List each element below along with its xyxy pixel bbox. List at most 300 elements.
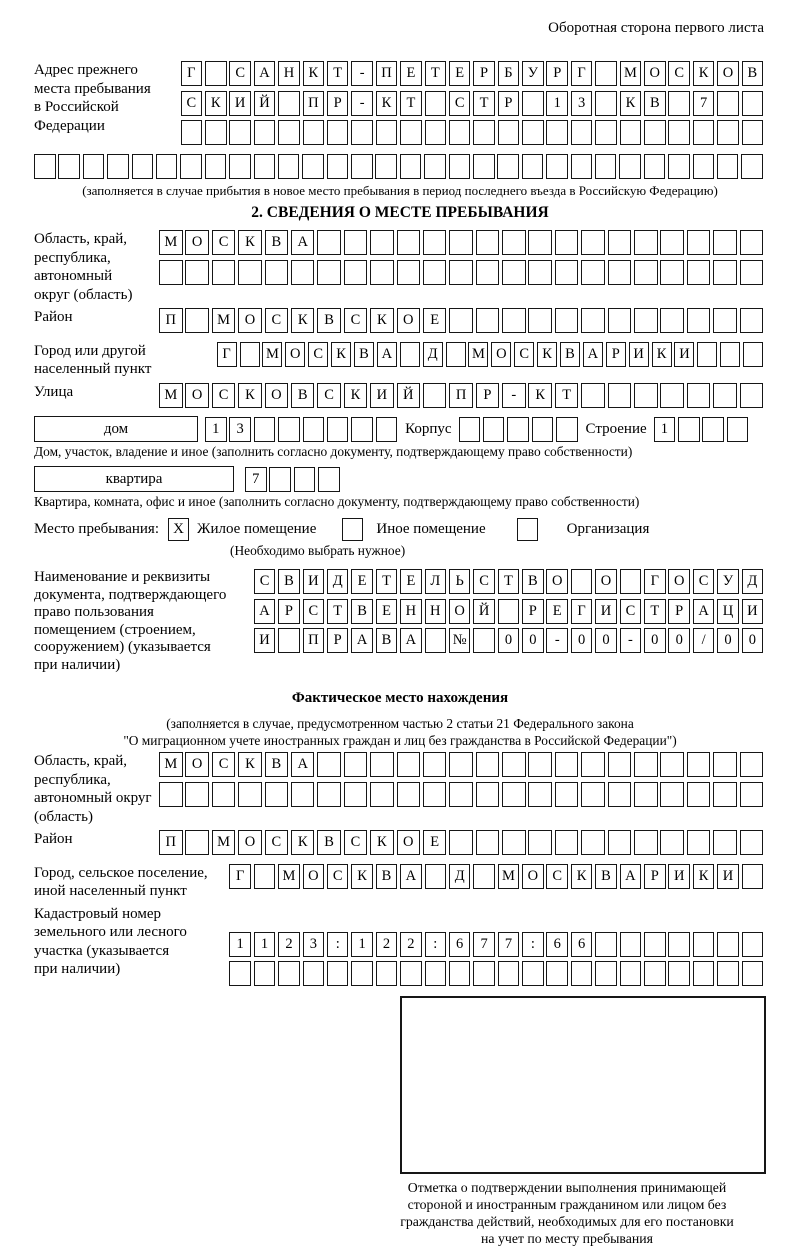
char-cell[interactable]: О — [522, 864, 544, 889]
char-cell[interactable]: А — [620, 864, 642, 889]
char-cell[interactable] — [581, 830, 605, 855]
char-cell[interactable]: А — [254, 61, 276, 86]
char-cell[interactable] — [743, 342, 763, 367]
char-cell[interactable]: О — [717, 61, 739, 86]
char-cell[interactable]: К — [238, 752, 262, 777]
char-cell[interactable] — [693, 961, 715, 986]
char-cell[interactable] — [668, 961, 690, 986]
char-cell[interactable]: М — [620, 61, 642, 86]
char-cell[interactable] — [317, 752, 341, 777]
char-cell[interactable] — [620, 120, 642, 145]
char-cell[interactable]: Г — [644, 569, 666, 594]
char-cell[interactable] — [581, 230, 605, 255]
char-cell[interactable] — [571, 120, 593, 145]
char-cell[interactable]: С — [449, 91, 471, 116]
char-cell[interactable]: П — [159, 830, 183, 855]
char-cell[interactable] — [278, 417, 300, 442]
char-cell[interactable] — [668, 91, 690, 116]
char-cell[interactable] — [254, 154, 276, 179]
korpus-cells[interactable] — [459, 417, 581, 442]
char-cell[interactable]: М — [468, 342, 488, 367]
char-cell[interactable] — [502, 260, 526, 285]
raion-row[interactable] — [159, 308, 766, 333]
char-cell[interactable] — [423, 260, 447, 285]
char-cell[interactable] — [370, 752, 394, 777]
char-cell[interactable] — [595, 120, 617, 145]
char-cell[interactable]: К — [693, 61, 715, 86]
char-cell[interactable]: С — [514, 342, 534, 367]
char-cell[interactable]: С — [693, 569, 715, 594]
char-cell[interactable] — [522, 120, 544, 145]
char-cell[interactable] — [327, 154, 349, 179]
raion2-row[interactable] — [159, 830, 766, 855]
char-cell[interactable] — [278, 154, 300, 179]
char-cell[interactable] — [425, 628, 447, 653]
char-cell[interactable] — [720, 342, 740, 367]
char-cell[interactable]: Е — [400, 569, 422, 594]
char-cell[interactable]: К — [652, 342, 672, 367]
char-cell[interactable]: Р — [476, 383, 500, 408]
char-cell[interactable] — [185, 260, 209, 285]
char-cell[interactable] — [634, 782, 658, 807]
char-cell[interactable] — [634, 383, 658, 408]
char-cell[interactable] — [370, 782, 394, 807]
char-cell[interactable]: О — [265, 383, 289, 408]
char-cell[interactable] — [423, 383, 447, 408]
char-cell[interactable]: А — [291, 752, 315, 777]
char-cell[interactable]: Р — [644, 864, 666, 889]
char-cell[interactable] — [483, 417, 505, 442]
char-cell[interactable] — [507, 417, 529, 442]
char-cell[interactable] — [555, 230, 579, 255]
char-cell[interactable] — [238, 782, 262, 807]
char-cell[interactable] — [351, 417, 373, 442]
char-cell[interactable]: : — [425, 932, 447, 957]
char-cell[interactable] — [693, 932, 715, 957]
char-cell[interactable]: 7 — [473, 932, 495, 957]
char-cell[interactable]: Д — [449, 864, 471, 889]
char-cell[interactable]: К — [291, 308, 315, 333]
char-cell[interactable]: Р — [668, 599, 690, 624]
char-cell[interactable]: С — [546, 864, 568, 889]
char-cell[interactable] — [717, 154, 739, 179]
char-cell[interactable]: К — [238, 383, 262, 408]
char-cell[interactable]: С — [317, 383, 341, 408]
char-cell[interactable]: Е — [423, 830, 447, 855]
char-cell[interactable] — [375, 154, 397, 179]
char-cell[interactable]: Р — [327, 628, 349, 653]
char-cell[interactable] — [660, 260, 684, 285]
char-cell[interactable] — [581, 308, 605, 333]
char-cell[interactable] — [240, 342, 260, 367]
char-cell[interactable]: В — [560, 342, 580, 367]
char-cell[interactable]: Е — [400, 61, 422, 86]
char-cell[interactable]: О — [185, 752, 209, 777]
char-cell[interactable] — [595, 154, 617, 179]
char-cell[interactable]: С — [344, 308, 368, 333]
char-cell[interactable]: К — [571, 864, 593, 889]
char-cell[interactable]: М — [159, 230, 183, 255]
char-cell[interactable] — [180, 154, 202, 179]
char-cell[interactable] — [107, 154, 129, 179]
char-cell[interactable] — [522, 91, 544, 116]
char-cell[interactable]: С — [620, 599, 642, 624]
char-cell[interactable] — [291, 782, 315, 807]
char-cell[interactable]: К — [370, 308, 394, 333]
char-cell[interactable] — [397, 230, 421, 255]
char-cell[interactable]: 0 — [742, 628, 764, 653]
char-cell[interactable] — [717, 932, 739, 957]
char-cell[interactable] — [546, 154, 568, 179]
char-cell[interactable] — [265, 782, 289, 807]
char-cell[interactable] — [185, 782, 209, 807]
char-cell[interactable] — [302, 154, 324, 179]
char-cell[interactable]: А — [291, 230, 315, 255]
prev-address-row-3[interactable] — [181, 120, 766, 145]
char-cell[interactable]: Д — [742, 569, 764, 594]
char-cell[interactable] — [713, 782, 737, 807]
char-cell[interactable]: Т — [555, 383, 579, 408]
char-cell[interactable] — [620, 569, 642, 594]
char-cell[interactable] — [528, 830, 552, 855]
char-cell[interactable] — [265, 260, 289, 285]
char-cell[interactable] — [528, 260, 552, 285]
char-cell[interactable] — [344, 260, 368, 285]
char-cell[interactable] — [687, 308, 711, 333]
char-cell[interactable] — [687, 383, 711, 408]
char-cell[interactable] — [229, 154, 251, 179]
char-cell[interactable] — [278, 628, 300, 653]
char-cell[interactable]: Т — [327, 61, 349, 86]
char-cell[interactable] — [449, 260, 473, 285]
doc-row-1[interactable] — [254, 569, 766, 594]
char-cell[interactable] — [660, 830, 684, 855]
char-cell[interactable]: Р — [498, 91, 520, 116]
char-cell[interactable] — [291, 260, 315, 285]
char-cell[interactable]: И — [595, 599, 617, 624]
char-cell[interactable]: Д — [423, 342, 443, 367]
char-cell[interactable] — [449, 830, 473, 855]
char-cell[interactable] — [400, 342, 420, 367]
char-cell[interactable]: А — [351, 628, 373, 653]
char-cell[interactable] — [317, 782, 341, 807]
char-cell[interactable]: К — [376, 91, 398, 116]
char-cell[interactable]: 1 — [254, 932, 276, 957]
char-cell[interactable] — [498, 961, 520, 986]
char-cell[interactable]: С — [254, 569, 276, 594]
char-cell[interactable]: Л — [425, 569, 447, 594]
char-cell[interactable]: В — [376, 628, 398, 653]
char-cell[interactable] — [212, 260, 236, 285]
char-cell[interactable] — [687, 782, 711, 807]
char-cell[interactable]: М — [498, 864, 520, 889]
char-cell[interactable] — [303, 120, 325, 145]
char-cell[interactable] — [717, 961, 739, 986]
char-cell[interactable]: Р — [522, 599, 544, 624]
char-cell[interactable] — [571, 961, 593, 986]
char-cell[interactable]: В — [317, 308, 341, 333]
char-cell[interactable] — [634, 260, 658, 285]
char-cell[interactable]: Й — [254, 91, 276, 116]
char-cell[interactable] — [555, 308, 579, 333]
char-cell[interactable]: Т — [376, 569, 398, 594]
char-cell[interactable] — [344, 782, 368, 807]
char-cell[interactable]: 6 — [449, 932, 471, 957]
char-cell[interactable] — [608, 230, 632, 255]
char-cell[interactable] — [740, 782, 764, 807]
char-cell[interactable] — [185, 830, 209, 855]
char-cell[interactable] — [400, 961, 422, 986]
char-cell[interactable] — [473, 864, 495, 889]
inoe-checkbox[interactable] — [342, 518, 363, 541]
char-cell[interactable] — [528, 752, 552, 777]
char-cell[interactable] — [344, 752, 368, 777]
char-cell[interactable] — [229, 961, 251, 986]
char-cell[interactable] — [687, 260, 711, 285]
char-cell[interactable] — [34, 154, 56, 179]
dom-number-cells[interactable] — [205, 417, 400, 442]
char-cell[interactable]: Д — [327, 569, 349, 594]
char-cell[interactable] — [400, 120, 422, 145]
char-cell[interactable] — [595, 961, 617, 986]
char-cell[interactable]: О — [303, 864, 325, 889]
char-cell[interactable]: В — [317, 830, 341, 855]
char-cell[interactable] — [156, 154, 178, 179]
char-cell[interactable] — [294, 467, 316, 492]
char-cell[interactable]: И — [674, 342, 694, 367]
char-cell[interactable] — [318, 467, 340, 492]
char-cell[interactable] — [476, 782, 500, 807]
char-cell[interactable] — [644, 120, 666, 145]
char-cell[interactable]: Е — [376, 599, 398, 624]
char-cell[interactable]: И — [254, 628, 276, 653]
char-cell[interactable] — [620, 961, 642, 986]
char-cell[interactable] — [376, 120, 398, 145]
char-cell[interactable] — [376, 961, 398, 986]
char-cell[interactable]: П — [376, 61, 398, 86]
char-cell[interactable]: В — [278, 569, 300, 594]
char-cell[interactable]: С — [308, 342, 328, 367]
char-cell[interactable]: В — [376, 864, 398, 889]
char-cell[interactable] — [370, 230, 394, 255]
char-cell[interactable]: М — [212, 308, 236, 333]
char-cell[interactable]: 0 — [571, 628, 593, 653]
char-cell[interactable] — [555, 752, 579, 777]
char-cell[interactable]: Г — [217, 342, 237, 367]
char-cell[interactable]: Г — [571, 599, 593, 624]
char-cell[interactable] — [449, 782, 473, 807]
char-cell[interactable] — [303, 961, 325, 986]
char-cell[interactable] — [742, 91, 764, 116]
char-cell[interactable]: Е — [449, 61, 471, 86]
char-cell[interactable] — [717, 91, 739, 116]
char-cell[interactable]: И — [668, 864, 690, 889]
char-cell[interactable] — [278, 91, 300, 116]
char-cell[interactable] — [660, 230, 684, 255]
char-cell[interactable] — [400, 154, 422, 179]
char-cell[interactable] — [555, 830, 579, 855]
char-cell[interactable] — [713, 260, 737, 285]
char-cell[interactable] — [449, 154, 471, 179]
char-cell[interactable]: В — [265, 752, 289, 777]
char-cell[interactable]: - — [351, 61, 373, 86]
char-cell[interactable]: - — [546, 628, 568, 653]
char-cell[interactable] — [668, 154, 690, 179]
char-cell[interactable]: Е — [546, 599, 568, 624]
char-cell[interactable] — [83, 154, 105, 179]
char-cell[interactable]: А — [693, 599, 715, 624]
char-cell[interactable] — [423, 752, 447, 777]
char-cell[interactable] — [713, 383, 737, 408]
char-cell[interactable] — [713, 830, 737, 855]
char-cell[interactable] — [595, 91, 617, 116]
char-cell[interactable] — [608, 383, 632, 408]
char-cell[interactable]: 6 — [571, 932, 593, 957]
char-cell[interactable] — [742, 120, 764, 145]
char-cell[interactable]: С — [303, 599, 325, 624]
char-cell[interactable]: : — [522, 932, 544, 957]
char-cell[interactable]: Т — [644, 599, 666, 624]
char-cell[interactable]: С — [473, 569, 495, 594]
char-cell[interactable]: М — [212, 830, 236, 855]
char-cell[interactable]: П — [159, 308, 183, 333]
char-cell[interactable]: В — [595, 864, 617, 889]
char-cell[interactable] — [344, 230, 368, 255]
char-cell[interactable]: 2 — [376, 932, 398, 957]
char-cell[interactable]: Й — [473, 599, 495, 624]
char-cell[interactable]: / — [693, 628, 715, 653]
kvartira-cells[interactable] — [245, 467, 343, 492]
char-cell[interactable] — [278, 961, 300, 986]
char-cell[interactable]: К — [693, 864, 715, 889]
char-cell[interactable] — [476, 308, 500, 333]
char-cell[interactable] — [740, 752, 764, 777]
char-cell[interactable] — [185, 308, 209, 333]
char-cell[interactable] — [502, 230, 526, 255]
char-cell[interactable]: 2 — [400, 932, 422, 957]
char-cell[interactable] — [303, 417, 325, 442]
char-cell[interactable] — [423, 782, 447, 807]
stroenie-cells[interactable] — [654, 417, 752, 442]
char-cell[interactable] — [132, 154, 154, 179]
char-cell[interactable]: Р — [546, 61, 568, 86]
char-cell[interactable] — [397, 752, 421, 777]
char-cell[interactable]: Н — [425, 599, 447, 624]
char-cell[interactable]: Н — [400, 599, 422, 624]
char-cell[interactable] — [697, 342, 717, 367]
char-cell[interactable]: М — [278, 864, 300, 889]
char-cell[interactable] — [595, 932, 617, 957]
char-cell[interactable] — [581, 260, 605, 285]
zhiloe-checkbox[interactable]: X — [168, 518, 189, 541]
char-cell[interactable] — [473, 120, 495, 145]
char-cell[interactable] — [741, 154, 763, 179]
char-cell[interactable]: 3 — [303, 932, 325, 957]
char-cell[interactable]: С — [265, 308, 289, 333]
char-cell[interactable] — [476, 830, 500, 855]
char-cell[interactable] — [449, 120, 471, 145]
char-cell[interactable] — [254, 417, 276, 442]
char-cell[interactable] — [449, 308, 473, 333]
char-cell[interactable]: Т — [425, 61, 447, 86]
char-cell[interactable] — [229, 120, 251, 145]
char-cell[interactable] — [727, 417, 749, 442]
doc-row-3[interactable] — [254, 628, 766, 653]
char-cell[interactable]: А — [400, 864, 422, 889]
char-cell[interactable] — [693, 120, 715, 145]
char-cell[interactable] — [498, 120, 520, 145]
char-cell[interactable] — [693, 154, 715, 179]
char-cell[interactable] — [717, 120, 739, 145]
char-cell[interactable] — [660, 782, 684, 807]
char-cell[interactable] — [634, 308, 658, 333]
char-cell[interactable]: К — [351, 864, 373, 889]
char-cell[interactable]: 3 — [571, 91, 593, 116]
char-cell[interactable] — [502, 752, 526, 777]
char-cell[interactable] — [634, 830, 658, 855]
char-cell[interactable] — [238, 260, 262, 285]
char-cell[interactable]: О — [285, 342, 305, 367]
char-cell[interactable] — [205, 154, 227, 179]
char-cell[interactable]: А — [400, 628, 422, 653]
char-cell[interactable] — [644, 961, 666, 986]
char-cell[interactable]: Т — [498, 569, 520, 594]
oblast2-row-2[interactable] — [159, 782, 766, 807]
prev-address-row-2[interactable] — [181, 91, 766, 116]
char-cell[interactable]: А — [254, 599, 276, 624]
char-cell[interactable]: 1 — [351, 932, 373, 957]
char-cell[interactable] — [473, 154, 495, 179]
char-cell[interactable]: К — [205, 91, 227, 116]
char-cell[interactable]: 7 — [498, 932, 520, 957]
char-cell[interactable] — [581, 782, 605, 807]
char-cell[interactable]: О — [644, 61, 666, 86]
char-cell[interactable] — [449, 961, 471, 986]
char-cell[interactable]: С — [212, 230, 236, 255]
char-cell[interactable] — [278, 120, 300, 145]
char-cell[interactable] — [351, 120, 373, 145]
char-cell[interactable]: 6 — [546, 932, 568, 957]
char-cell[interactable] — [556, 417, 578, 442]
char-cell[interactable]: К — [291, 830, 315, 855]
char-cell[interactable] — [687, 230, 711, 255]
char-cell[interactable] — [713, 230, 737, 255]
char-cell[interactable] — [476, 752, 500, 777]
char-cell[interactable]: П — [449, 383, 473, 408]
kadastr-row-2[interactable] — [229, 961, 766, 986]
char-cell[interactable] — [528, 230, 552, 255]
char-cell[interactable]: К — [238, 230, 262, 255]
char-cell[interactable] — [555, 260, 579, 285]
char-cell[interactable] — [397, 782, 421, 807]
char-cell[interactable] — [423, 230, 447, 255]
char-cell[interactable]: К — [303, 61, 325, 86]
char-cell[interactable]: 0 — [498, 628, 520, 653]
char-cell[interactable]: О — [668, 569, 690, 594]
char-cell[interactable] — [254, 120, 276, 145]
char-cell[interactable]: Р — [327, 91, 349, 116]
char-cell[interactable] — [608, 782, 632, 807]
char-cell[interactable]: Й — [397, 383, 421, 408]
char-cell[interactable] — [678, 417, 700, 442]
char-cell[interactable] — [634, 230, 658, 255]
char-cell[interactable]: В — [644, 91, 666, 116]
char-cell[interactable] — [425, 91, 447, 116]
char-cell[interactable]: Н — [278, 61, 300, 86]
char-cell[interactable] — [449, 752, 473, 777]
char-cell[interactable]: Е — [423, 308, 447, 333]
char-cell[interactable]: А — [377, 342, 397, 367]
